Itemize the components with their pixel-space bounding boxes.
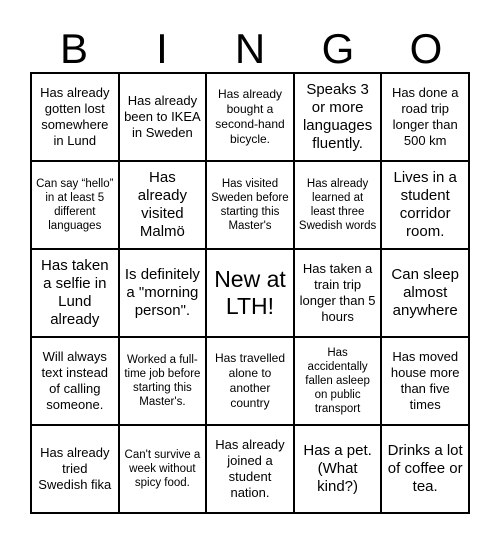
cell-text: Has already been to IKEA in Sweden [124,93,201,140]
bingo-cell-r2-c2[interactable] [119,161,207,249]
cell-text: Has already learned at least three Swedish words [298,178,377,232]
bingo-cell-r1-c2[interactable] [119,73,207,161]
header-letter-o: O [409,25,443,72]
cell-text: Has already joined a student nation. [215,437,285,500]
bingo-cell-r2-c5[interactable] [381,161,469,249]
cell-text: Can sleep almost anywhere [391,266,459,319]
bingo-cell-r2-c1[interactable] [31,161,119,249]
cell-text: Has already tried Swedish fika [38,445,112,492]
bingo-header [30,26,470,72]
cell-text: Worked a full-time job before starting this Master's. [124,354,201,408]
cell-text: Can't survive a week without spicy food. [124,449,201,489]
bingo-cell-r5-c2[interactable] [119,425,207,513]
bingo-cell-r4-c3[interactable] [206,337,294,425]
header-letter-n: N [234,25,266,72]
bingo-cell-r5-c1[interactable] [31,425,119,513]
bingo-cell-r3-c4[interactable] [294,249,382,337]
cell-text: Will always text instead of calling someone. [41,349,109,412]
cell-text: Has travelled alone to another country [214,351,285,410]
cell-text: Is definitely a "morning person". [124,266,200,319]
bingo-cell-r1-c1[interactable] [31,73,119,161]
bingo-cell-r1-c3[interactable] [206,73,294,161]
cell-text: Has taken a selfie in Lund already [41,257,109,328]
bingo-grid [30,72,470,514]
bingo-cell-r3-c1[interactable] [31,249,119,337]
cell-text: Has already gotten lost somewhere in Lund [40,85,110,148]
bingo-cell-r5-c4[interactable] [294,425,382,513]
bingo-cell-r4-c2[interactable] [119,337,207,425]
bingo-cell-r2-c3[interactable] [206,161,294,249]
bingo-cell-free-space[interactable] [206,249,294,337]
cell-text: Has visited Sweden before starting this Master's [211,178,289,232]
header-letter-i: I [156,25,168,72]
bingo-cell-r1-c5[interactable] [381,73,469,161]
cell-text: Speaks 3 or more languages fluently. [302,81,373,152]
free-space-text: New at LTH! [214,266,286,319]
cell-text: Has accidentally fallen asleep on public transport [305,347,370,415]
bingo-cell-r4-c4[interactable] [294,337,382,425]
bingo-cell-r3-c2[interactable] [119,249,207,337]
bingo-cell-r4-c5[interactable] [381,337,469,425]
header-letter-g: G [321,25,355,72]
bingo-cell-r4-c1[interactable] [31,337,119,425]
bingo-cell-r5-c5[interactable] [381,425,469,513]
cell-text: Has already visited Malmö [137,169,187,240]
cell-text: Has taken a train trip longer than 5 hours [299,261,376,324]
cell-text: Drinks a lot of coffee or tea. [387,442,463,495]
cell-text: Has already bought a second-hand bicycle. [215,87,285,146]
header-letter-b: B [59,25,88,72]
cell-text: Has moved house more than five times [390,349,460,412]
cell-text: Can say “hello” in at least 5 different languages [36,178,114,232]
bingo-cell-r5-c3[interactable] [206,425,294,513]
bingo-cell-r2-c4[interactable] [294,161,382,249]
bingo-cell-r3-c5[interactable] [381,249,469,337]
bingo-cell-r1-c4[interactable] [294,73,382,161]
cell-text: Has done a road trip longer than 500 km [391,85,459,148]
cell-text: Lives in a student corridor room. [393,169,457,240]
cell-text: Has a pet. (What kind?) [303,442,372,495]
